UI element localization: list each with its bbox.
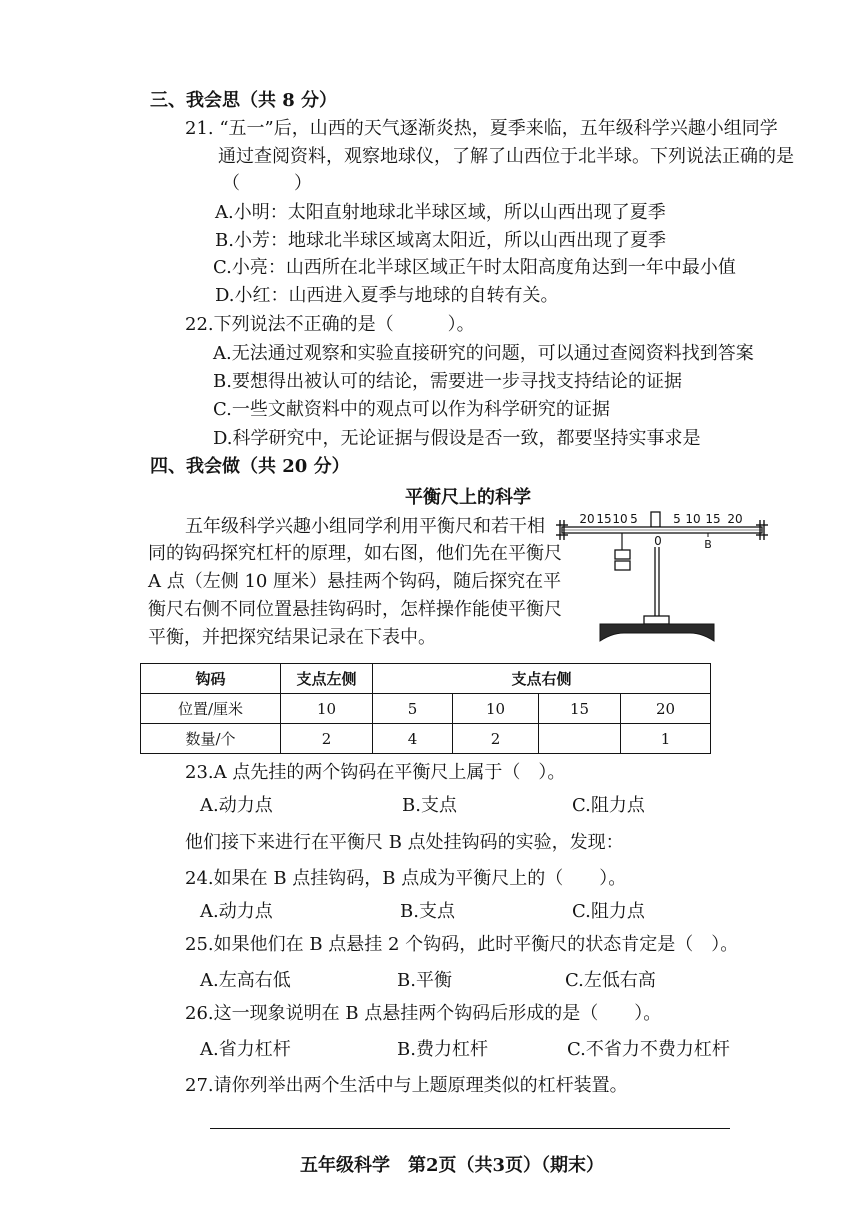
scale-label: 20 — [579, 512, 595, 526]
q22-option-b: B.要想得出被认可的结论，需要进一步寻找支持结论的证据 — [213, 371, 682, 392]
q25-stem: 25.如果他们在 B 点悬挂 2 个钩码，此时平衡尺的状态肯定是（ ）。 — [185, 934, 739, 955]
scale-label: 15 — [596, 512, 612, 526]
results-table — [140, 663, 711, 754]
q27-stem: 27.请你列举出两个生活中与上题原理类似的杠杆装置。 — [185, 1075, 628, 1096]
transition-text: 他们接下来进行在平衡尺 B 点处挂钩码的实验，发现： — [185, 832, 624, 853]
table-cell: 2 — [453, 724, 539, 754]
q24-option-b: B.支点 — [400, 901, 455, 922]
q23-option-b: B.支点 — [402, 795, 457, 816]
q21-option-d: D.小红：山西进入夏季与地球的自转有关。 — [215, 285, 559, 306]
q21-answer-blank: （ ） — [222, 173, 312, 194]
passage-line: 五年级科学兴趣小组同学利用平衡尺和若干相 — [185, 516, 545, 537]
page-footer: 五年级科学 第2页（共3页）（期末） — [300, 1155, 605, 1176]
q21-option-b: B.小芳：地球北半球区域离太阳近，所以山西出现了夏季 — [215, 230, 666, 251]
table-row-label: 位置/厘米 — [141, 694, 281, 724]
q22-option-a: A.无法通过观察和实验直接研究的问题，可以通过查阅资料找到答案 — [213, 343, 754, 364]
scale-label: 10 — [612, 512, 628, 526]
q24-option-a: A.动力点 — [200, 901, 273, 922]
table-row — [141, 694, 711, 724]
q23-stem: 23.A 点先挂的两个钩码在平衡尺上属于（ ）。 — [185, 762, 566, 783]
passage-line: 平衡，并把探究结果记录在下表中。 — [148, 627, 436, 648]
footer-divider — [210, 1128, 730, 1129]
q24-stem: 24.如果在 B 点挂钩码，B 点成为平衡尺上的（ ）。 — [185, 868, 627, 889]
q22-stem: 22.下列说法不正确的是（ ）。 — [185, 314, 475, 335]
table-cell: 4 — [373, 724, 453, 754]
table-cell: 10 — [281, 694, 373, 724]
stand-base-block — [644, 616, 669, 624]
scale-labels-right — [673, 512, 742, 526]
q23-option-a: A.动力点 — [200, 795, 273, 816]
q21-stem-line1: 21. “五一”后，山西的天气逐渐炎热，夏季来临，五年级科学兴趣小组同学 — [185, 118, 778, 139]
q26-option-c: C.不省力不费力杠杆 — [567, 1039, 730, 1060]
table-cell: 1 — [621, 724, 711, 754]
table-cell: 2 — [281, 724, 373, 754]
pivot-knob — [651, 512, 660, 527]
q23-option-c: C.阻力点 — [572, 795, 645, 816]
table-cell: 20 — [621, 694, 711, 724]
scale-labels-left — [579, 512, 637, 526]
passage-line: A 点（左侧 10 厘米）悬挂两个钩码，随后探究在平 — [148, 571, 562, 592]
table-header-cell: 支点右侧 — [373, 664, 711, 694]
table-cell: 10 — [453, 694, 539, 724]
table-header-cell: 支点左侧 — [281, 664, 373, 694]
scale-label: 15 — [705, 512, 721, 526]
table-cell: 5 — [373, 694, 453, 724]
table-row-label: 数量/个 — [141, 724, 281, 754]
fulcrum-label: 0 — [654, 534, 662, 548]
passage-line: 同的钩码探究杠杆的原理，如右图，他们先在平衡尺 — [148, 543, 562, 564]
table-header-row — [141, 664, 711, 694]
q24-option-c: C.阻力点 — [572, 901, 645, 922]
hook-weight — [615, 550, 630, 559]
q21-stem-line2: 通过查阅资料，观察地球仪，了解了山西位于北半球。下列说法正确的是 — [218, 146, 794, 167]
q26-option-a: A.省力杠杆 — [200, 1039, 291, 1060]
table-cell: 15 — [539, 694, 621, 724]
table-row — [141, 724, 711, 754]
q22-option-d: D.科学研究中，无论证据与假设是否一致，都要坚持实事求是 — [213, 428, 701, 449]
hook-weight — [615, 561, 630, 570]
q26-stem: 26.这一现象说明在 B 点悬挂两个钩码后形成的是（ ）。 — [185, 1003, 662, 1024]
scale-label: 10 — [685, 512, 701, 526]
scale-label: 5 — [673, 512, 681, 526]
q22-option-c: C.一些文献资料中的观点可以作为科学研究的证据 — [213, 399, 610, 420]
q25-option-b: B.平衡 — [397, 970, 452, 991]
q26-option-b: B.费力杠杆 — [397, 1039, 488, 1060]
passage-line: 衡尺右侧不同位置悬挂钩码时，怎样操作能使平衡尺 — [148, 599, 562, 620]
stand-base — [600, 624, 714, 641]
q21-option-a: A.小明：太阳直射地球北半球区域，所以山西出现了夏季 — [215, 202, 666, 223]
scale-label: 5 — [630, 512, 638, 526]
section-heading-4: 四、我会做（共 20 分） — [150, 456, 350, 477]
table-header-cell: 钩码 — [141, 664, 281, 694]
balance-ruler-figure — [550, 503, 775, 645]
section-heading-3: 三、我会思（共 8 分） — [150, 90, 338, 111]
q25-option-a: A.左高右低 — [200, 970, 291, 991]
point-b-label: B — [704, 538, 712, 551]
hanging-weights — [615, 550, 630, 570]
table-cell — [539, 724, 621, 754]
scale-label: 20 — [727, 512, 743, 526]
q21-option-c: C.小亮：山西所在北半球区域正午时太阳高度角达到一年中最小值 — [213, 257, 736, 278]
q25-option-c: C.左低右高 — [565, 970, 656, 991]
passage-title: 平衡尺上的科学 — [405, 487, 531, 508]
